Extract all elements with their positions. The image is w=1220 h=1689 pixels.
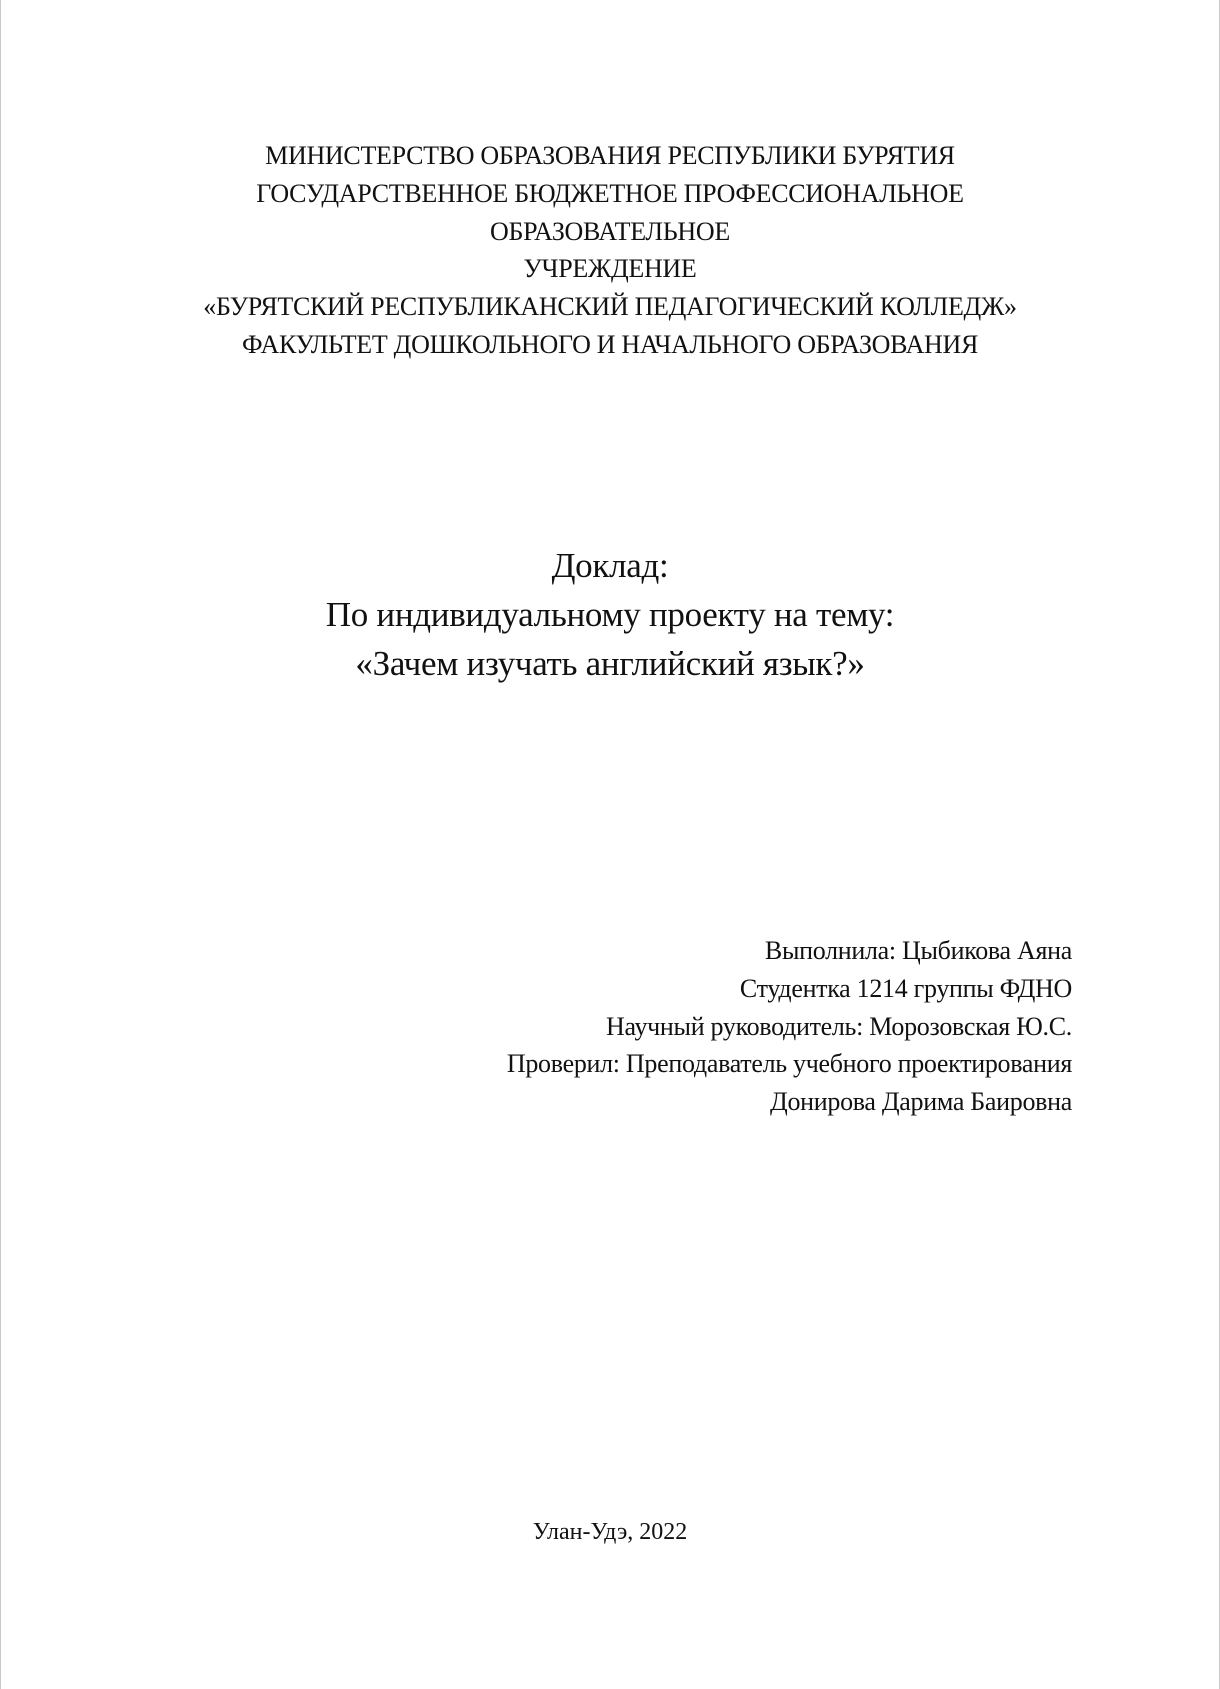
header-line-institution: УЧРЕЖДЕНИЕ bbox=[523, 254, 697, 284]
header-line-ministry: МИНИСТЕРСТВО ОБРАЗОВАНИЯ РЕСПУБЛИКИ БУРЯТИЯ bbox=[265, 141, 955, 170]
title-line-topic: «Зачем изучать английский язык?» bbox=[355, 644, 865, 683]
city-year-footer: Улан-Удэ, 2022 bbox=[532, 1519, 688, 1545]
author-line-checker-name: Донирова Дарима Баировна bbox=[770, 1087, 1072, 1117]
report-title bbox=[1, 541, 1219, 688]
institution-header bbox=[1, 137, 1219, 364]
title-line-project: По индивидуальному проекту на тему: bbox=[325, 595, 895, 634]
author-line-supervisor: Научный руководитель: Морозовская Ю.С. bbox=[606, 1011, 1072, 1041]
title-line-report: Доклад: bbox=[551, 546, 669, 585]
author-line-student-group: Студентка 1214 группы ФДНО bbox=[739, 973, 1072, 1003]
author-line-performed-by: Выполнила: Цыбикова Аяна bbox=[764, 936, 1072, 965]
header-line-faculty: ФАКУЛЬТЕТ ДОШКОЛЬНОГО И НАЧАЛЬНОГО ОБРАЗОВАНИЯ bbox=[241, 329, 979, 359]
header-line-state-budget: ГОСУДАРСТВЕННОЕ БЮДЖЕТНОЕ ПРОФЕССИОНАЛЬНОЕ bbox=[256, 178, 964, 208]
header-line-educational: ОБРАЗОВАТЕЛЬНОЕ bbox=[490, 216, 730, 246]
header-line-college-name: «БУРЯТСКИЙ РЕСПУБЛИКАНСКИЙ ПЕДАГОГИЧЕСКИЙ КОЛЛЕДЖ» bbox=[203, 292, 1017, 322]
author-line-checked-by: Проверил: Преподаватель учебного проектирования bbox=[506, 1049, 1072, 1079]
author-info bbox=[507, 932, 1072, 1121]
